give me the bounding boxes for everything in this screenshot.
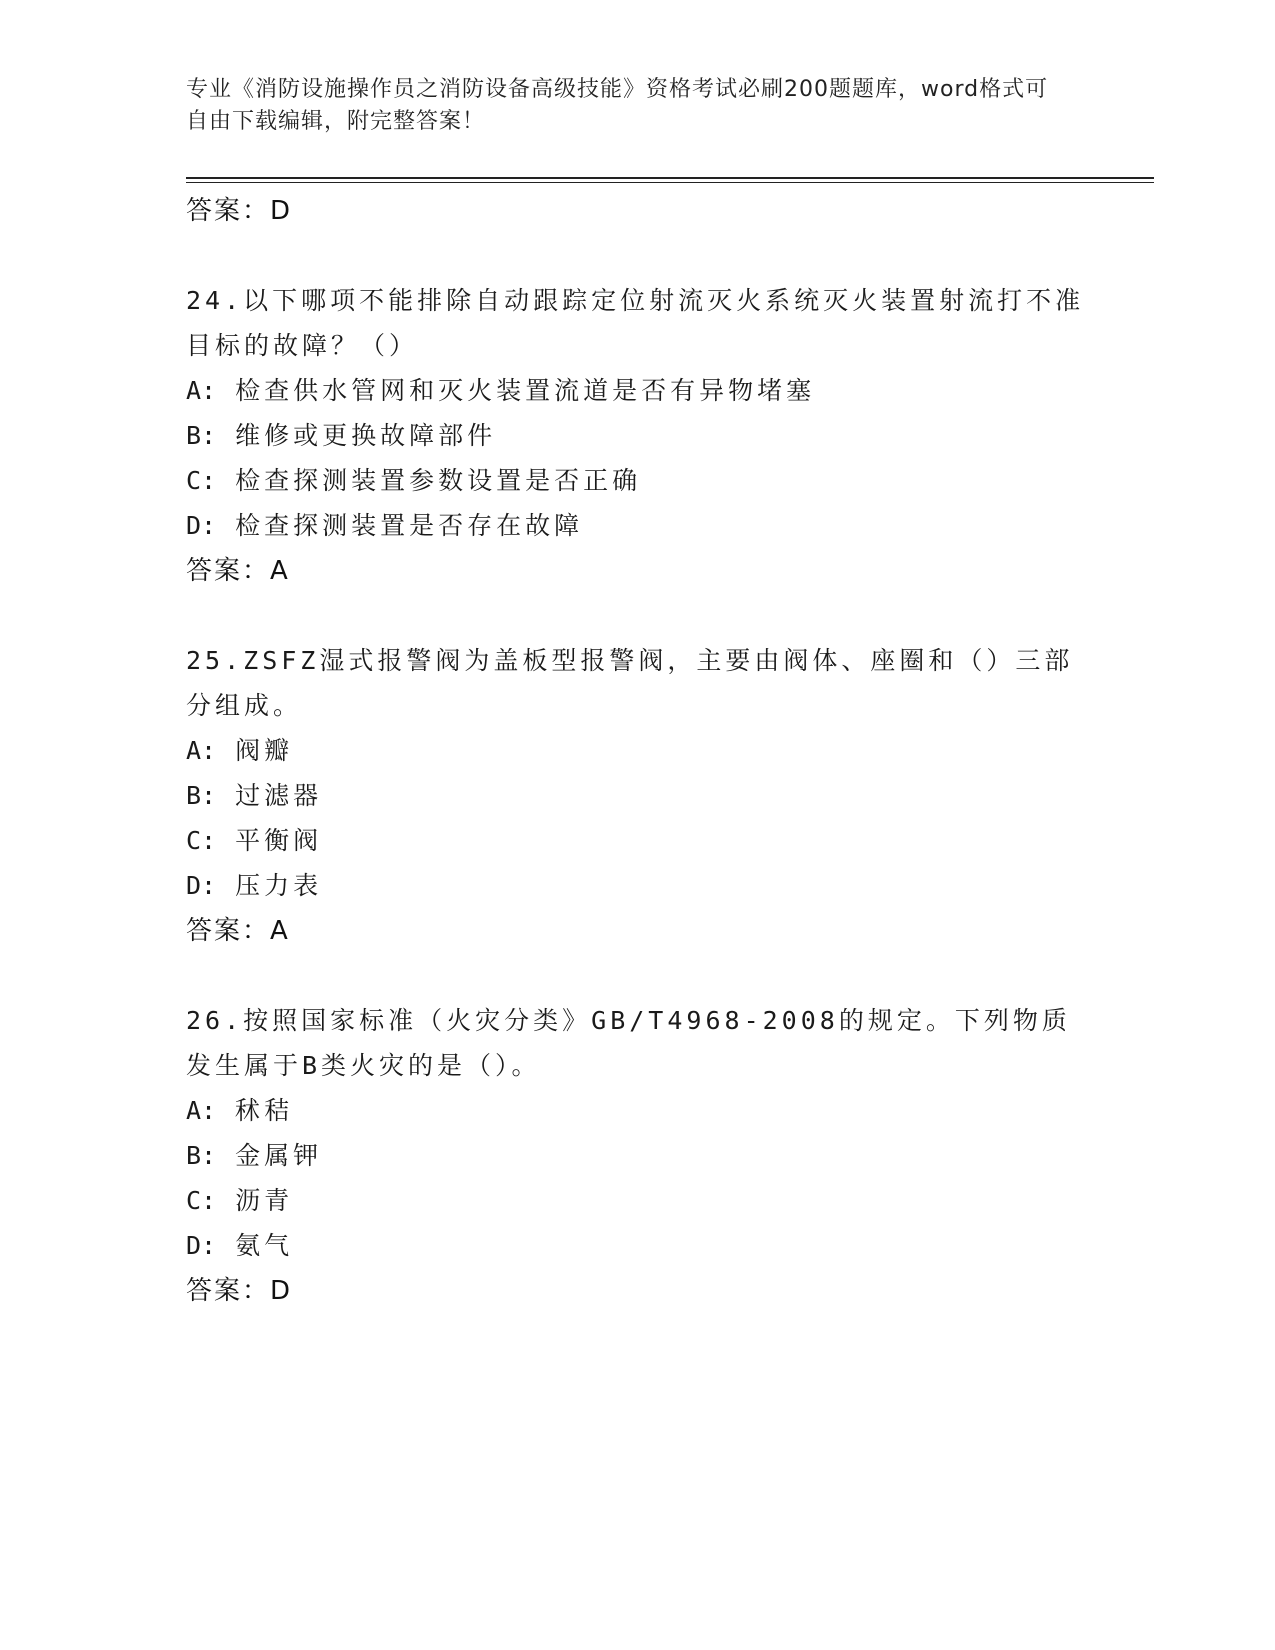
answer-line	[186, 548, 1086, 594]
question-block	[186, 278, 1086, 594]
option-key: C:	[186, 466, 217, 495]
answer-value: A	[270, 916, 288, 946]
option-text: 检查探测装置参数设置是否正确	[235, 466, 642, 495]
option-b	[186, 773, 1086, 818]
option-a	[186, 1088, 1086, 1133]
option-key: D:	[186, 871, 217, 900]
option-key: A:	[186, 1096, 217, 1125]
spacer	[186, 234, 1086, 278]
option-c	[186, 458, 1086, 503]
question-stem: 26.按照国家标准（火灾分类》GB/T4968-2008的规定。下列物质发生属于B类火灾的是（）。	[186, 1006, 1071, 1080]
question-block	[186, 638, 1086, 954]
answer-line	[186, 1268, 1086, 1314]
option-a	[186, 368, 1086, 413]
option-c	[186, 1178, 1086, 1223]
option-text: 平衡阀	[235, 826, 323, 855]
answer-label: 答案：	[186, 916, 271, 946]
option-text: 秫秸	[235, 1096, 294, 1125]
answer-value: D	[270, 196, 291, 226]
option-text: 维修或更换故障部件	[235, 421, 497, 450]
option-b	[186, 1133, 1086, 1178]
answer-value: D	[270, 1276, 291, 1306]
answer-label: 答案：	[186, 1276, 271, 1306]
option-text: 检查供水管网和灭火装置流道是否有异物堵塞	[235, 376, 816, 405]
header-divider-thin	[186, 182, 1154, 183]
option-text: 检查探测装置是否存在故障	[235, 511, 584, 540]
option-key: D:	[186, 1231, 217, 1260]
option-key: B:	[186, 421, 217, 450]
document-header: 专业《消防设施操作员之消防设备高级技能》资格考试必刷200题题库，word格式可自由下载编辑，附完整答案！	[186, 77, 1049, 134]
option-key: B:	[186, 1141, 217, 1170]
option-text: 压力表	[235, 871, 323, 900]
header-divider-thick	[186, 177, 1154, 179]
question-stem: 25.ZSFZ湿式报警阀为盖板型报警阀，主要由阀体、座圈和（）三部分组成。	[186, 646, 1074, 720]
option-key: C:	[186, 826, 217, 855]
answer-label: 答案：	[186, 556, 271, 586]
option-key: A:	[186, 376, 217, 405]
option-a	[186, 728, 1086, 773]
option-text: 过滤器	[235, 781, 323, 810]
option-key: D:	[186, 511, 217, 540]
option-key: C:	[186, 1186, 217, 1215]
option-key: B:	[186, 781, 217, 810]
spacer	[186, 954, 1086, 998]
option-text: 金属钾	[235, 1141, 323, 1170]
option-text: 氨气	[235, 1231, 294, 1260]
answer-label: 答案：	[186, 196, 271, 226]
option-text: 沥青	[235, 1186, 294, 1215]
spacer	[186, 594, 1086, 638]
option-b	[186, 413, 1086, 458]
answer-line	[186, 188, 1086, 234]
answer-line	[186, 908, 1086, 954]
option-d	[186, 1223, 1086, 1268]
question-list	[186, 188, 1086, 1314]
option-c	[186, 818, 1086, 863]
answer-value: A	[270, 556, 288, 586]
question-stem: 24.以下哪项不能排除自动跟踪定位射流灭火系统灭火装置射流打不准目标的故障？（）	[186, 286, 1085, 360]
option-key: A:	[186, 736, 217, 765]
option-d	[186, 863, 1086, 908]
option-d	[186, 503, 1086, 548]
option-text: 阀瓣	[235, 736, 294, 765]
question-block	[186, 998, 1086, 1314]
